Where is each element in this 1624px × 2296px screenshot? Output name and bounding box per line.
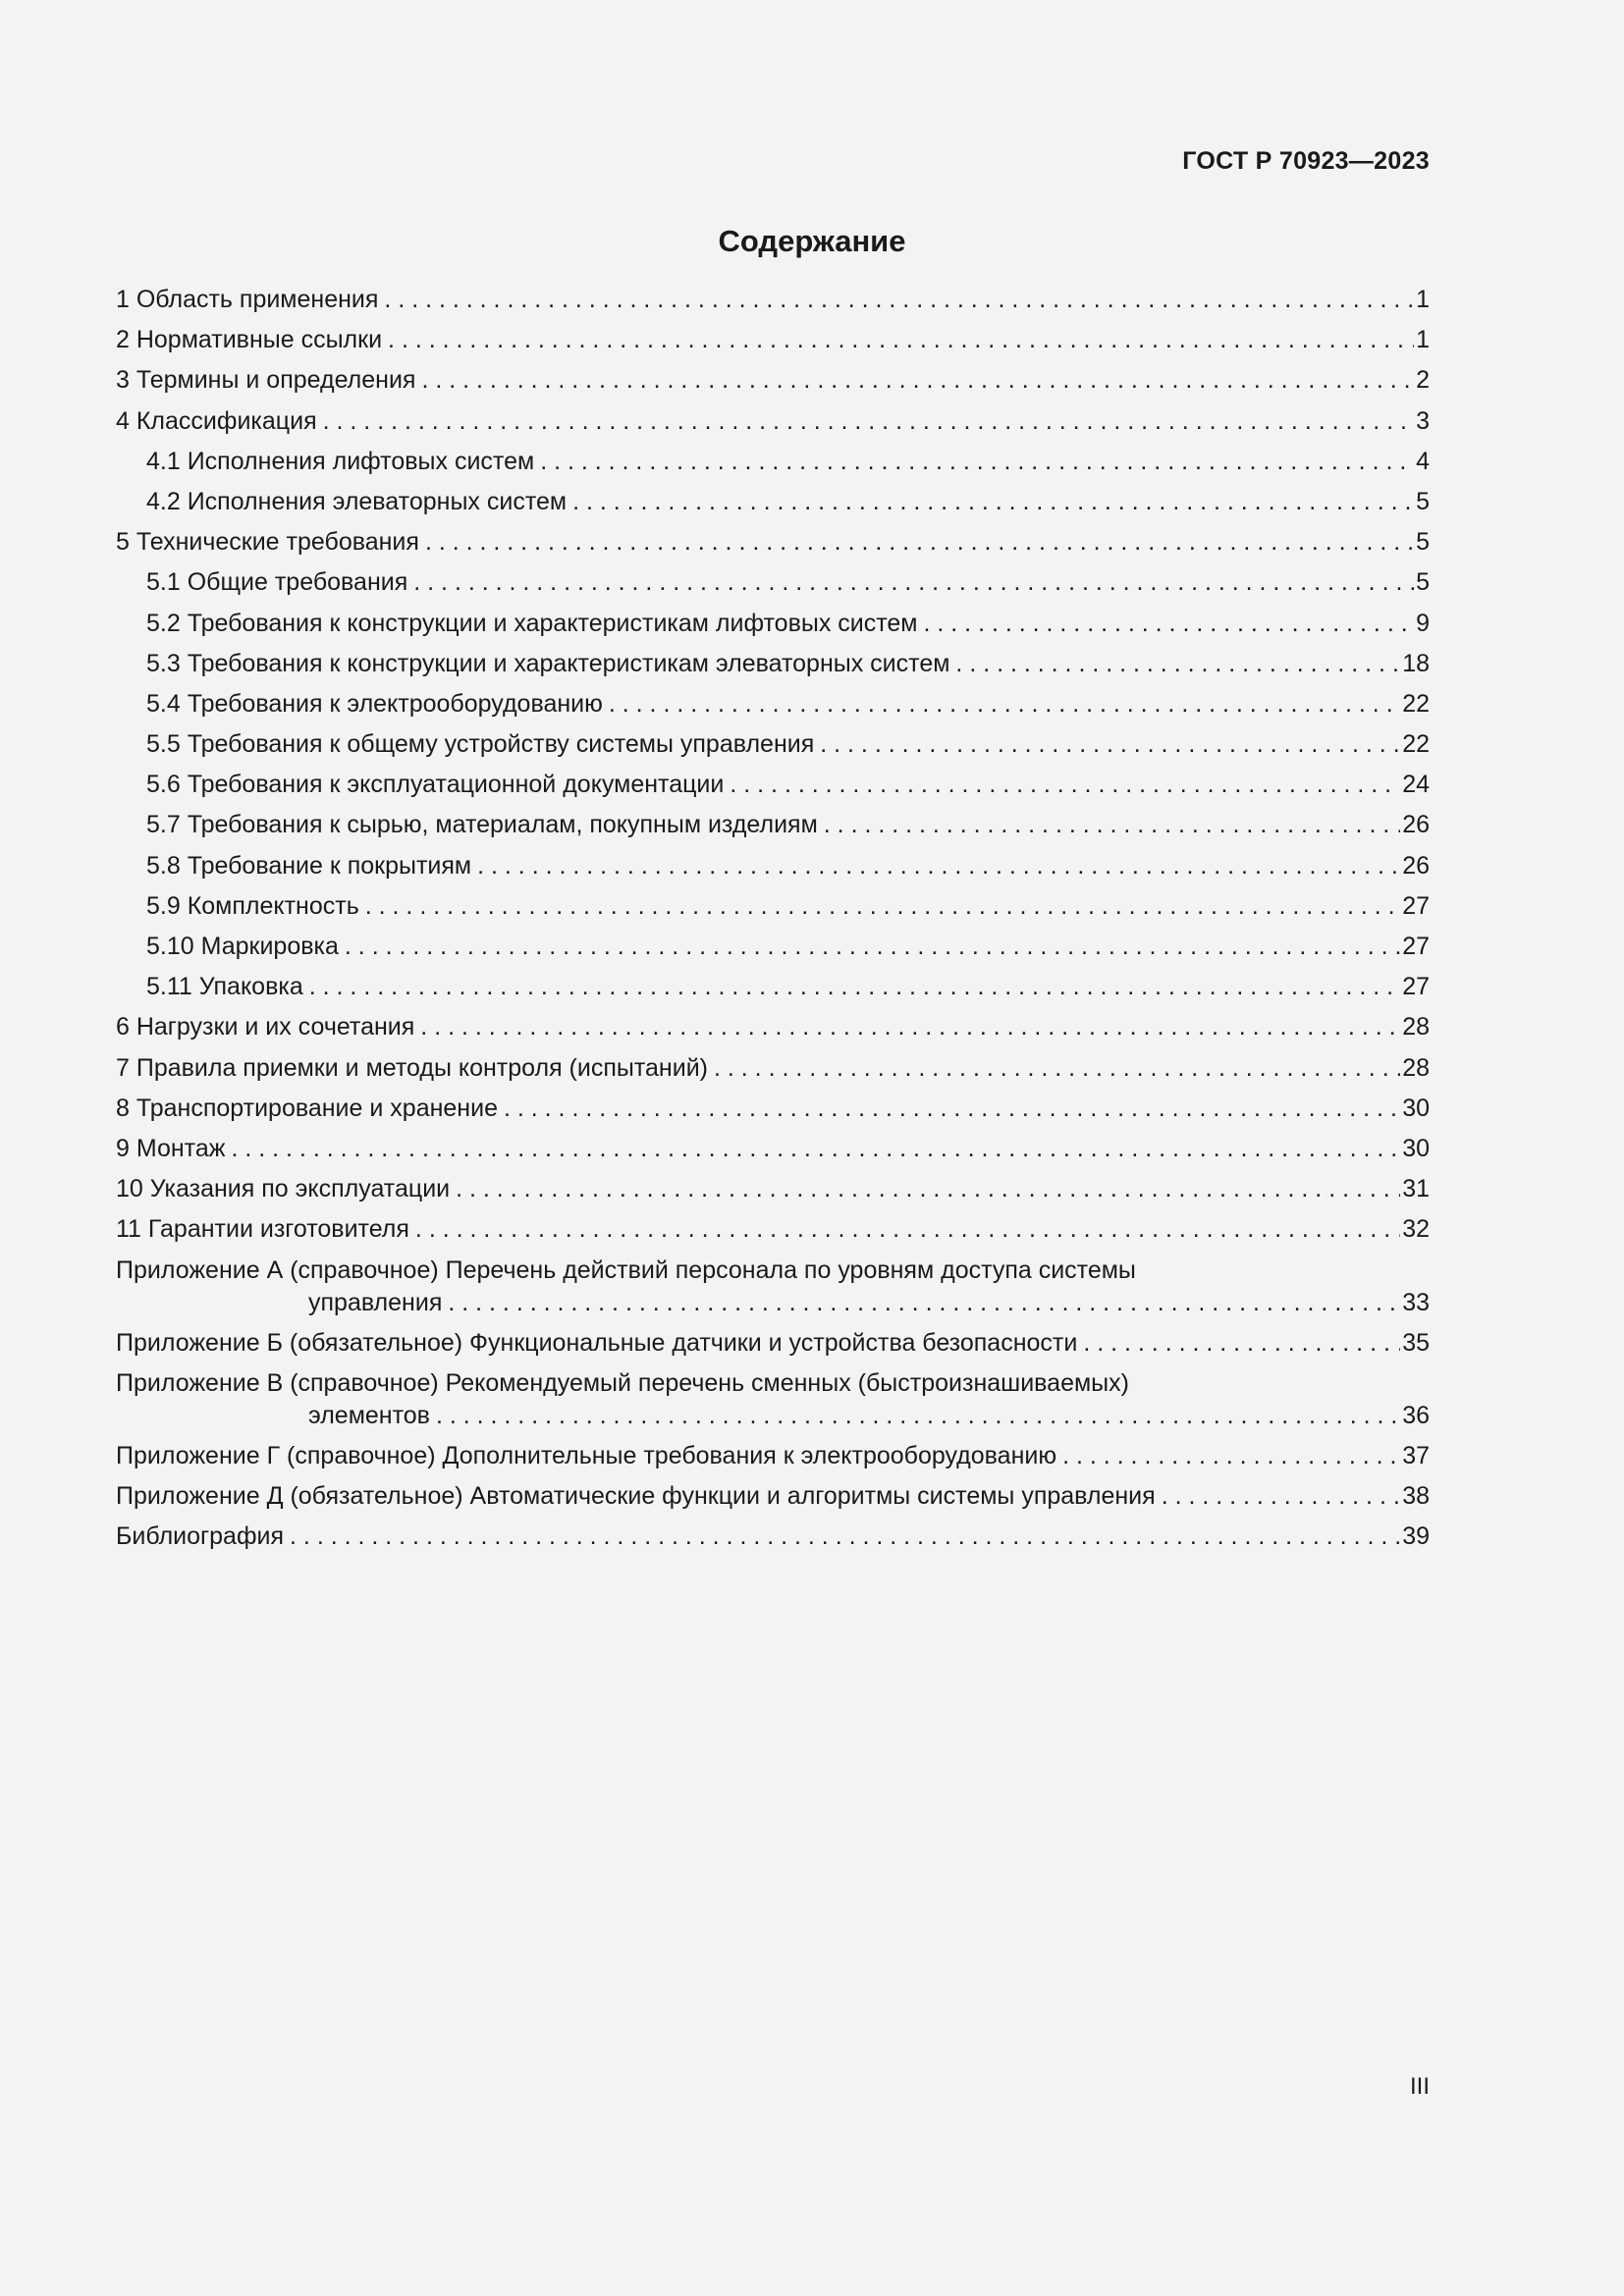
toc-entry-label: 8 Транспортирование и хранение [116,1094,498,1122]
toc-entry-label: 4.2 Исполнения элеваторных систем [146,487,568,515]
dot-leader [540,447,1414,476]
toc-entry-8[interactable] [116,1094,1430,1123]
toc-entry-label: 5 Технические требования [116,528,419,557]
toc-appendix-v[interactable] [116,1368,1430,1430]
toc-entry-page: 2 [1416,366,1430,395]
toc-entry-10[interactable] [116,1174,1430,1203]
toc-entry-page: 38 [1402,1482,1430,1511]
dot-leader [365,891,1400,921]
toc-entry-label: 3 Термины и определения [116,366,416,395]
dot-leader [413,567,1414,597]
page-number: III [1409,2073,1430,2100]
toc-entry-label: 5.7 Требования к сырью, материалам, покупным изделиям [146,811,818,839]
toc-entry-1[interactable] [116,285,1430,314]
dot-leader [309,972,1400,1001]
toc-entry-5[interactable] [116,527,1430,557]
toc-entry-page: 28 [1402,1013,1430,1041]
toc-entry-page: 26 [1402,811,1430,839]
toc-appendix-title-line: Приложение А (справочное) Перечень действий персонала по уровням доступа системы [116,1255,1136,1284]
toc-entry-page: 22 [1402,730,1430,759]
dot-leader [1162,1481,1401,1511]
toc-entry-page: 3 [1416,406,1430,435]
toc-entry-page: 37 [1402,1442,1430,1470]
toc-entry-label: 5.2 Требования к конструкции и характеристикам лифтовых систем [146,609,918,637]
toc-entry-label: Библиография [116,1522,285,1551]
toc-entry-4-1[interactable] [116,447,1430,476]
dot-leader [420,1012,1400,1041]
toc-entry-label: 5.9 Комплектность [146,891,359,920]
dot-leader [345,932,1400,961]
dot-leader [714,1053,1400,1083]
toc-entry-page: 27 [1402,933,1430,960]
toc-entry-page: 33 [1402,1288,1430,1316]
toc-entry-page: 5 [1416,568,1430,597]
toc-entry-page: 18 [1402,649,1430,677]
toc-entry-label: 5.4 Требования к электрооборудованию [146,689,603,718]
dot-leader [415,1214,1400,1244]
toc-entry-page: 5 [1416,528,1430,557]
toc-entry-6[interactable] [116,1012,1430,1041]
document-id-header: ГОСТ Р 70923—2023 [1182,147,1430,175]
toc-entry-7[interactable] [116,1053,1430,1083]
toc-entry-5-3[interactable] [116,649,1430,678]
toc-entry-5-8[interactable] [116,851,1430,881]
toc-entry-label: 5.1 Общие требования [146,568,408,597]
toc-entry-page: 39 [1402,1522,1430,1551]
toc-appendix-b[interactable] [116,1328,1430,1358]
dot-leader [425,527,1414,557]
toc-entry-label: 11 Гарантии изготовителя [116,1215,409,1244]
toc-appendix-title-line: Приложение В (справочное) Рекомендуемый перечень сменных (быстроизнашиваемых) [116,1368,1129,1397]
dot-leader [1083,1328,1400,1358]
toc-entry-label: 5.3 Требования к конструкции и характеристикам элеваторных систем [146,649,950,677]
toc-entry-page: 22 [1402,689,1430,718]
toc-entry-label: Приложение Б (обязательное) Функциональные датчики и устройства безопасности [116,1328,1078,1357]
dot-leader [504,1094,1400,1123]
toc-entry-label: 4.1 Исполнения лифтовых систем [146,447,535,475]
dot-leader [572,487,1414,516]
toc-entry-5-10[interactable] [116,932,1430,961]
toc-entry-label: 10 Указания по эксплуатации [116,1175,451,1203]
dot-leader [456,1174,1400,1203]
toc-bibliography[interactable] [116,1522,1430,1551]
toc-entry-page: 26 [1402,851,1430,880]
toc-appendix-title-continuation: управления [308,1288,443,1316]
toc-entry-label: 7 Правила приемки и методы контроля (испытаний) [116,1053,708,1082]
toc-entry-5-7[interactable] [116,810,1430,839]
toc-entry-label: 4 Классификация [116,406,317,435]
toc-entry-label: 9 Монтаж [116,1134,226,1162]
dot-leader [824,810,1400,839]
toc-entry-page: 28 [1402,1053,1430,1082]
toc-entry-page: 5 [1416,487,1430,515]
page-title: Содержание [718,224,906,258]
dot-leader [231,1134,1400,1163]
toc-entry-2[interactable] [116,325,1430,354]
toc-appendix-d[interactable] [116,1481,1430,1511]
toc-entry-5-6[interactable] [116,770,1430,799]
toc-entry-5-4[interactable] [116,689,1430,719]
toc-entry-page: 1 [1416,286,1430,313]
dot-leader [730,770,1400,799]
toc-entry-label: 6 Нагрузки и их сочетания [116,1013,415,1041]
toc-entry-page: 9 [1416,609,1430,637]
toc-entry-page: 32 [1402,1215,1430,1244]
toc-entry-4-2[interactable] [116,487,1430,516]
toc-entry-11[interactable] [116,1214,1430,1244]
toc-entry-label: Приложение Г (справочное) Дополнительные требования к электрооборудованию [116,1442,1057,1470]
dot-leader [820,729,1400,759]
toc-entry-label: 1 Область применения [116,286,379,313]
dot-leader [448,1288,1400,1317]
toc-entry-5-2[interactable] [116,609,1430,638]
dot-leader [290,1522,1400,1551]
dot-leader [1062,1441,1400,1470]
dot-leader [323,406,1414,436]
toc-entry-label: Приложение Д (обязательное) Автоматические функции и алгоритмы системы управления [116,1482,1156,1511]
toc-entry-label: 5.11 Упаковка [146,973,303,1001]
toc-entry-label: 5.6 Требования к эксплуатационной документации [146,771,725,799]
toc-entry-label: 2 Нормативные ссылки [116,326,383,354]
toc-entry-page: 1 [1416,326,1430,354]
toc-entry-5-5[interactable] [116,729,1430,759]
toc-entry-9[interactable] [116,1134,1430,1163]
toc-entry-page: 27 [1402,973,1430,1001]
toc-entry-page: 30 [1402,1134,1430,1162]
toc-entry-label: 5.8 Требование к покрытиям [146,851,472,880]
toc-entry-label: 5.5 Требования к общему устройству системы управления [146,730,815,759]
dot-leader [384,285,1414,314]
toc-entry-label: 5.10 Маркировка [146,933,339,960]
dot-leader [924,609,1415,638]
toc-appendix-g[interactable] [116,1441,1430,1470]
toc-entry-5-11[interactable] [116,972,1430,1001]
toc-entry-page: 35 [1402,1328,1430,1357]
toc-entry-page: 27 [1402,891,1430,920]
toc-entry-page: 36 [1402,1401,1430,1429]
dot-leader [477,851,1400,881]
toc-entry-5-9[interactable] [116,891,1430,921]
dot-leader [421,365,1414,395]
toc-appendix-title-continuation: элементов [308,1401,430,1429]
table-of-contents [116,285,1430,1563]
dot-leader [388,325,1414,354]
dot-leader [609,689,1400,719]
dot-leader [436,1401,1400,1430]
toc-entry-5-1[interactable] [116,567,1430,597]
toc-entry-page: 24 [1402,771,1430,799]
toc-entry-page: 31 [1402,1175,1430,1203]
toc-entry-page: 30 [1402,1094,1430,1122]
toc-appendix-a[interactable] [116,1255,1430,1317]
dot-leader [955,649,1400,678]
toc-entry-3[interactable] [116,365,1430,395]
toc-entry-page: 4 [1416,447,1430,475]
toc-entry-4[interactable] [116,406,1430,436]
